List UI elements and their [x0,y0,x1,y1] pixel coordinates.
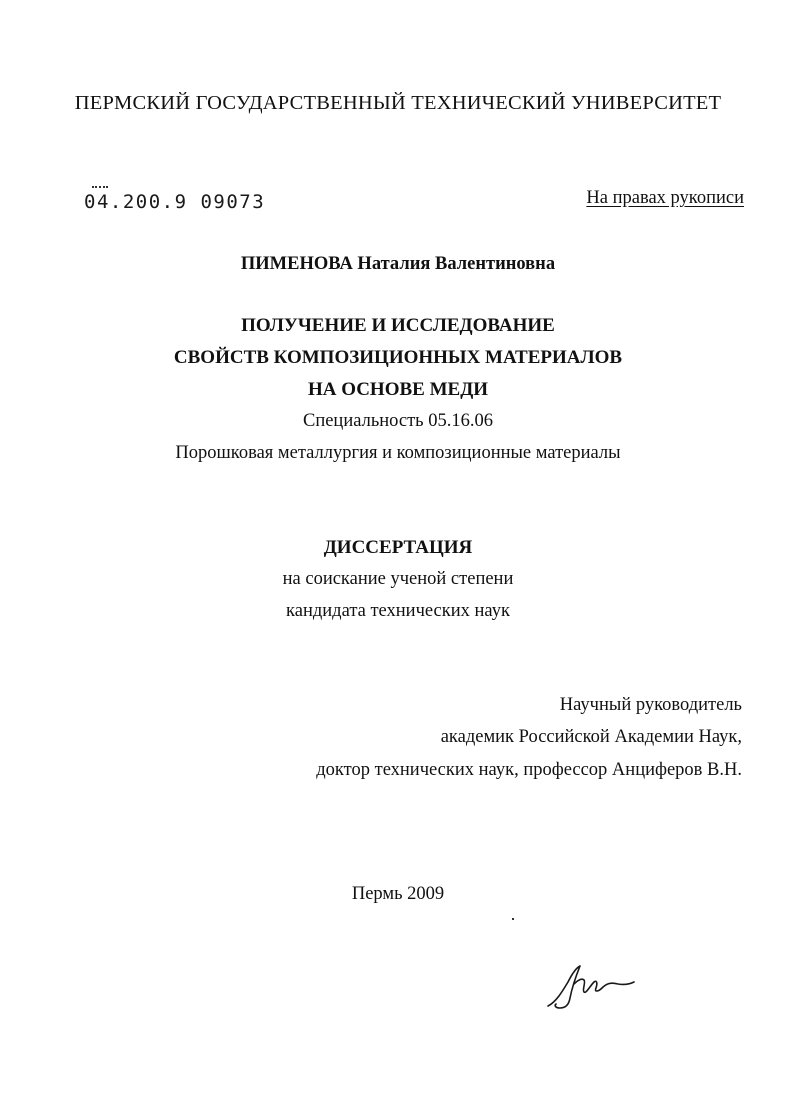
manuscript-rights-note: На правах рукописи [586,188,744,208]
specialty-name: Порошковая металлургия и композиционные материалы [175,443,621,463]
supervisor-heading: Научный руководитель [559,695,742,715]
degree-purpose-line-1: на соискание ученой степени [282,569,514,589]
thesis-title-line-3: НА ОСНОВЕ МЕДИ [307,379,489,400]
thesis-title-line-1: ПОЛУЧЕНИЕ И ИССЛЕДОВАНИЕ [241,315,555,336]
university-name: ПЕРМСКИЙ ГОСУДАРСТВЕННЫЙ ТЕХНИЧЕСКИЙ УНИВЕРСИТЕТ [74,92,722,114]
degree-purpose-line-2: кандидата технических наук [286,601,510,621]
scan-speck [512,918,514,920]
handwritten-signature [546,962,636,1012]
supervisor-name: доктор технических наук, профессор Анциферов В.Н. [316,760,742,780]
thesis-title-line-2: СВОЙСТВ КОМПОЗИЦИОННЫХ МАТЕРИАЛОВ [173,347,623,368]
author-name: ПИМЕНОВА Наталия Валентиновна [240,254,556,274]
city-year: Пермь 2009 [351,884,445,904]
document-type: ДИССЕРТАЦИЯ [323,537,473,558]
specialty-code: Специальность 05.16.06 [302,411,493,431]
supervisor-title: академик Российской Академии Наук, [440,727,742,747]
stamp-mark [92,186,108,190]
archive-stamp-number: 04.200.9 09073 [84,191,266,213]
